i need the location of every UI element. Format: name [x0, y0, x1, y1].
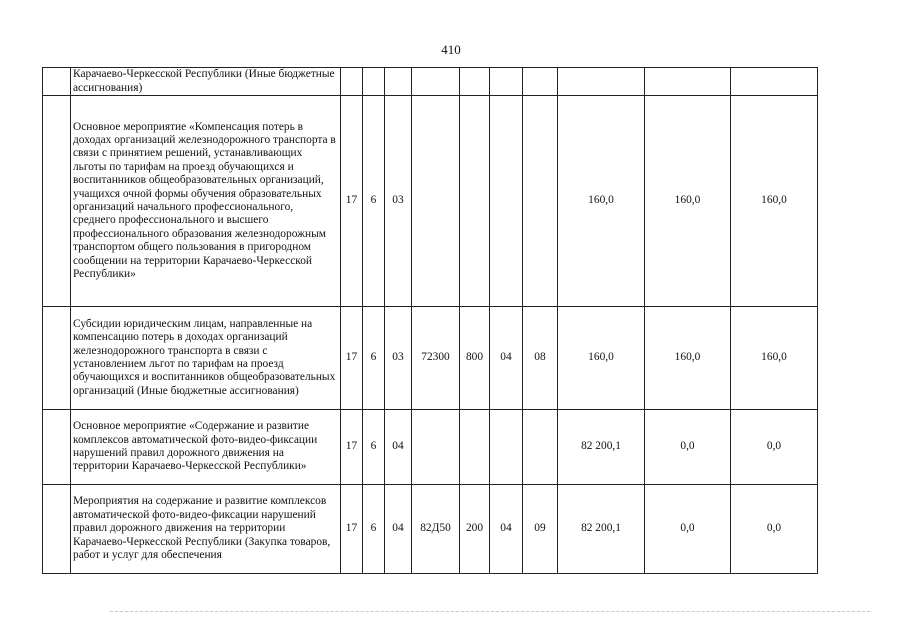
- code-cell: [363, 68, 385, 96]
- table-row: [43, 485, 818, 574]
- code-cell: 17: [341, 485, 363, 574]
- code-cell: [412, 68, 460, 96]
- amount-cell: [731, 68, 818, 96]
- amount-cell: [645, 68, 731, 96]
- name-cell: Субсидии юридическим лицам, направленные на компенсацию потерь в доходах организаций железнодорожного транспорта в связи с установлением льгот по тарифам на проезд обучающихся и воспитанников общеобразовательных организаций (Иные бюджетные ассигнования): [71, 307, 341, 410]
- code-cell: 800: [460, 307, 490, 410]
- code-cell: 6: [363, 485, 385, 574]
- amount-cell: 160,0: [731, 307, 818, 410]
- code-cell: 6: [363, 410, 385, 485]
- code-cell: [523, 68, 558, 96]
- code-cell: 6: [363, 307, 385, 410]
- code-cell: 08: [523, 307, 558, 410]
- code-cell: [460, 68, 490, 96]
- code-cell: 82Д50: [412, 485, 460, 574]
- code-cell: 6: [363, 96, 385, 307]
- table-row: [43, 410, 818, 485]
- code-cell: 04: [490, 307, 523, 410]
- amount-cell: 0,0: [731, 410, 818, 485]
- code-cell: [412, 410, 460, 485]
- row-index-cell: [43, 68, 71, 96]
- code-cell: [460, 96, 490, 307]
- amount-cell: 82 200,1: [558, 410, 645, 485]
- scan-artifact-line: [110, 611, 870, 612]
- code-cell: 17: [341, 96, 363, 307]
- code-cell: 04: [385, 410, 412, 485]
- name-cell: Основное мероприятие «Содержание и развитие комплексов автоматической фото-видео-фиксации нарушений правил дорожного движения на территории Карачаево-Черкесской Республики»: [71, 410, 341, 485]
- code-cell: [490, 410, 523, 485]
- code-cell: [523, 96, 558, 307]
- amount-cell: 0,0: [731, 485, 818, 574]
- row-index-cell: [43, 485, 71, 574]
- table-row: [43, 307, 818, 410]
- code-cell: 17: [341, 410, 363, 485]
- code-cell: 200: [460, 485, 490, 574]
- code-cell: 03: [385, 307, 412, 410]
- code-cell: [490, 96, 523, 307]
- row-index-cell: [43, 307, 71, 410]
- amount-cell: 160,0: [645, 96, 731, 307]
- table-row: [43, 68, 818, 96]
- code-cell: 04: [385, 485, 412, 574]
- code-cell: [412, 96, 460, 307]
- row-index-cell: [43, 96, 71, 307]
- page-number: 410: [441, 42, 461, 57]
- row-index-cell: [43, 410, 71, 485]
- code-cell: 03: [385, 96, 412, 307]
- name-cell: Мероприятия на содержание и развитие комплексов автоматической фото-видео-фиксации нарушений правил дорожного движения на территории Карачаево-Черкесской Республики (Закупка товаров, работ и услуг для обеспечения: [71, 485, 341, 574]
- code-cell: 04: [490, 485, 523, 574]
- amount-cell: 160,0: [558, 96, 645, 307]
- code-cell: [460, 410, 490, 485]
- code-cell: [490, 68, 523, 96]
- name-cell: Карачаево-Черкесской Республики (Иные бюджетные ассигнования): [71, 68, 341, 96]
- code-cell: [523, 410, 558, 485]
- amount-cell: 0,0: [645, 410, 731, 485]
- table-row: [43, 96, 818, 307]
- code-cell: [341, 68, 363, 96]
- amount-cell: 160,0: [558, 307, 645, 410]
- name-cell: Основное мероприятие «Компенсация потерь в доходах организаций железнодорожного транспорта в связи с принятием решений, устанавливающих льготы по тарифам на проезд обучающихся и воспитанников общеобразовательных организаций, учащихся очной формы обучения образовательных организаций начального профессионального, среднего профессионального и высшего профессионального образования железнодорожным транспортом общего пользования в пригородном сообщении на территории Карачаево-Черкесской Республики»: [71, 96, 341, 307]
- amount-cell: 160,0: [645, 307, 731, 410]
- code-cell: 17: [341, 307, 363, 410]
- amount-cell: [558, 68, 645, 96]
- code-cell: [385, 68, 412, 96]
- budget-table: [42, 67, 818, 574]
- amount-cell: 0,0: [645, 485, 731, 574]
- amount-cell: 160,0: [731, 96, 818, 307]
- amount-cell: 82 200,1: [558, 485, 645, 574]
- code-cell: 72300: [412, 307, 460, 410]
- code-cell: 09: [523, 485, 558, 574]
